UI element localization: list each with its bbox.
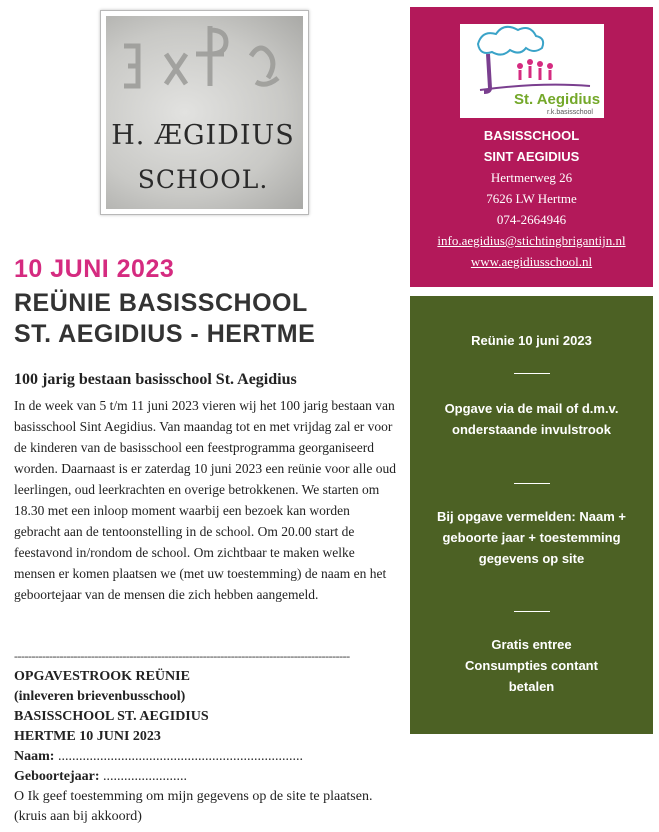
article-subtitle: 100 jarig bestaan basisschool St. Aegidius — [14, 371, 297, 388]
name-label: Naam: — [14, 749, 55, 764]
birthyear-dots: ........................ — [99, 769, 188, 784]
cut-line: ------------------------------------------------------------------------------------------------ — [14, 649, 350, 663]
info-box — [410, 296, 653, 734]
info-divider — [514, 611, 550, 612]
contact-email-link[interactable]: info.aegidius@stichtingbrigantijn.nl — [437, 233, 626, 248]
logo-name: St. Aegidius — [513, 91, 601, 108]
registration-form — [14, 667, 404, 827]
contact-school-line1: BASISSCHOOL — [483, 128, 580, 143]
title-line2: ST. AEGIDIUS - HERTME — [14, 320, 316, 348]
logo-subtitle: r.k.basisschool — [547, 109, 593, 116]
contact-school-line2: SINT AEGIDIUS — [483, 149, 580, 164]
contact-street: Hertmerweg 26 — [490, 170, 573, 185]
event-title-heading — [14, 288, 315, 350]
school-emblem-photo — [100, 10, 309, 215]
form-title: OPGAVESTROOK REÜNIE — [14, 669, 190, 684]
emblem-stone-image — [106, 16, 301, 207]
info-block-mention: Bij opgave vermelden: Naam + geboorte jaar + toestemming gegevens op site — [437, 509, 626, 566]
form-date: HERTME 10 JUNI 2023 — [14, 729, 161, 744]
birthyear-field[interactable] — [14, 767, 404, 787]
contact-website-link[interactable]: www.aegidiusschool.nl — [470, 254, 593, 269]
school-logo — [460, 24, 604, 118]
info-consumptions: Consumpties contant betalen — [465, 658, 598, 694]
info-divider — [514, 373, 550, 374]
name-field[interactable] — [14, 747, 404, 767]
contact-box — [410, 7, 653, 287]
article-body: In de week van 5 t/m 11 juni 2023 vieren wij het 100 jarig bestaan van basisschool Sint Aegidius. Van maandag tot en met vrijdag zal er voor de kinderen van de basisschool een feestprogramma georganiseerd worden. Daarnaast is er zaterdag 10 juni 2023 een reünie voor alle oud leerlingen, oud leerkrachten en overige betrokkenen. We starten om 18.30 met een inloop moment waarbij een bezoek kan worden gebracht aan de tentoonstelling in de school. Om 20.00 start de feestavond in/rondom de school. Om zichtbaar te maken welke mensen er komen plaatsen we (met uw toestemming) de naam en het geboortejaar van de mensen die zich hebben aangemeld. — [14, 398, 396, 602]
info-free-entry: Gratis entree — [491, 637, 572, 652]
form-school: BASISSCHOOL ST. AEGIDIUS — [14, 709, 209, 724]
contact-phone: 074-2664946 — [496, 212, 567, 227]
birthyear-label: Geboortejaar: — [14, 769, 100, 784]
info-title: Reünie 10 juni 2023 — [471, 333, 592, 348]
info-divider — [514, 483, 550, 484]
tree-logo-icon — [460, 24, 604, 118]
contact-city: 7626 LW Hertme — [486, 191, 577, 206]
name-dots: ...................................................................... — [54, 749, 303, 764]
emblem-text-1: H. ÆGIDIUS — [111, 120, 295, 151]
consent-checkbox-text[interactable]: O Ik geef toestemming om mijn gegevens op de site te plaatsen. (kruis aan bij akkoord) — [14, 789, 373, 824]
title-line1: REÜNIE BASISSCHOOL — [14, 289, 308, 317]
form-instruction: (inleveren brievenbusschool) — [14, 689, 186, 704]
info-block-signup: Opgave via de mail of d.m.v. onderstaande invulstrook — [444, 401, 619, 437]
emblem-text-2: SCHOOL. — [137, 165, 269, 194]
event-date-heading: 10 JUNI 2023 — [14, 255, 175, 283]
